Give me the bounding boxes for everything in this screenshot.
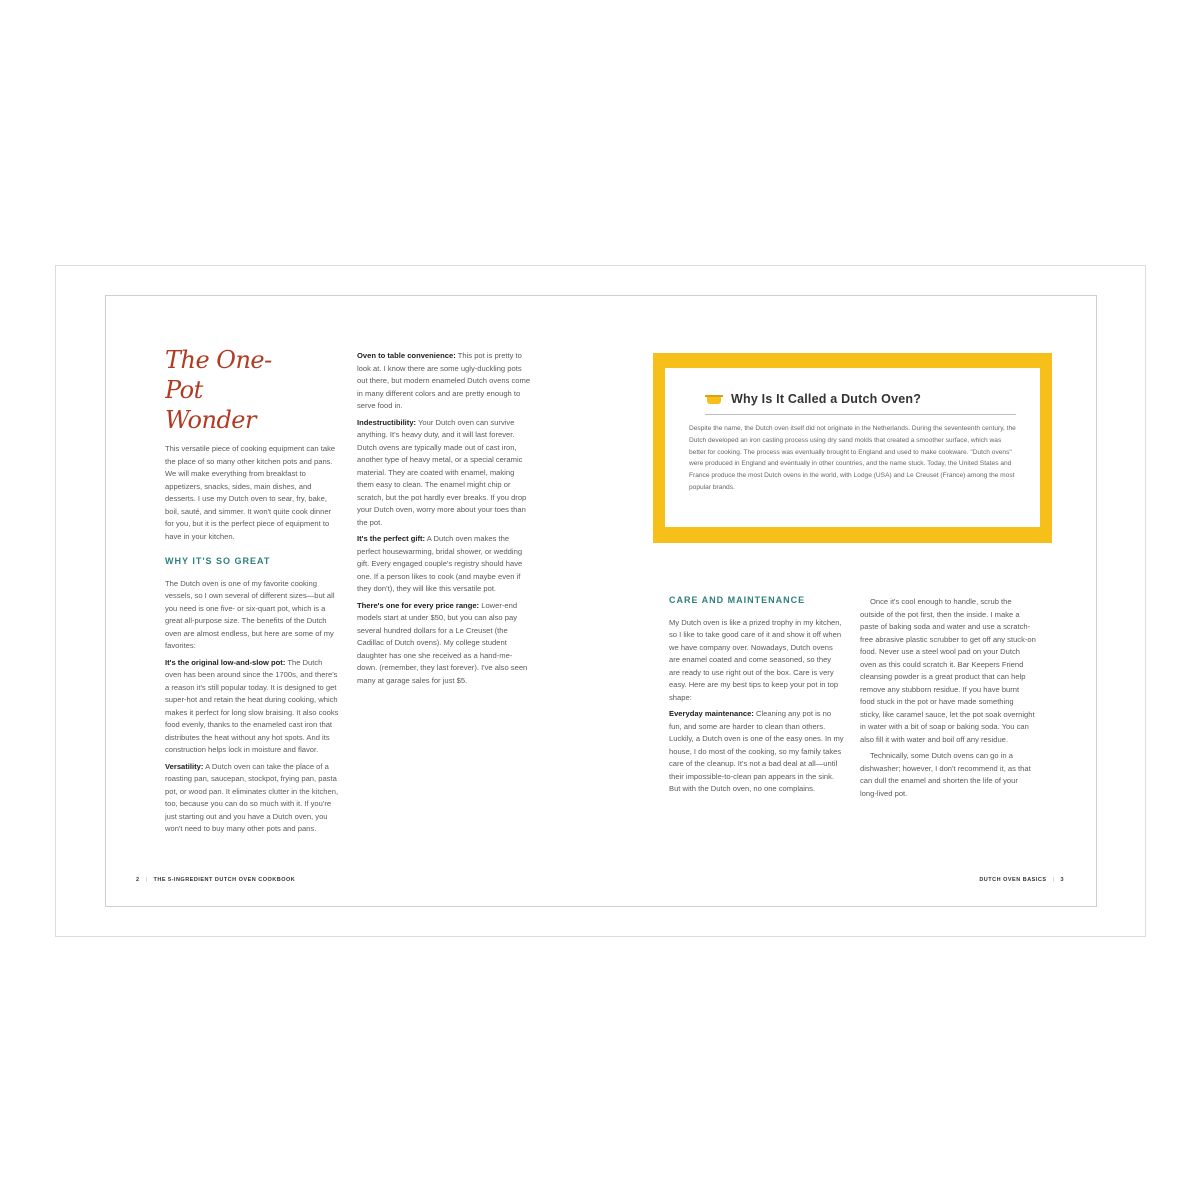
sidebar-inner — [665, 368, 1040, 527]
item-text: A Dutch oven makes the perfect housewarming, bridal shower, or wedding gift. Every engaged couple's registry should have one. If a person likes to cook (and maybe even if they don't), they will like this versatile pot. — [357, 534, 523, 593]
sidebar-title: Why Is It Called a Dutch Oven? — [731, 392, 922, 406]
item-text: Your Dutch oven can survive anything. It's heavy duty, and it will last forever. Dutch ovens are typically made out of cast iron, another type of heavy metal, or a special ceramic material. They are coated with enamel, making them easy to clean. The enamel might chip or scratch, but the pot hardly ever breaks. If you drop your Dutch oven, worry more about your toes than the pot. — [357, 417, 527, 527]
section-heading-care: CARE AND MAINTENANCE — [669, 595, 806, 605]
list-item — [357, 350, 532, 413]
care-intro-paragraph: My Dutch oven is like a prized trophy in my kitchen, so I like to take good care of it and show it off when we have company over. Nowadays, Dutch ovens are enamel coated and come seasoned, so they are ready to use right out of the box. Care is very easy. Here are my best tips to keep your pot in top shape: — [669, 617, 842, 702]
item-label: Indestructibility: — [357, 417, 417, 427]
item-text: Lower-end models start at under $50, but you can also pay several hundred dollars for a Le Creuset (the Cadillac of Dutch ovens). My college student daughter has one she received as a hand-me-down. (remember, they last forever). I've also seen many at garage sales for just $5. — [357, 600, 528, 685]
list-item — [165, 761, 340, 836]
left-page-column-2 — [357, 350, 532, 840]
paragraph: Technically, some Dutch ovens can go in a dishwasher; however, I don't recommend it, as that can dull the enamel and shorten the life of your long-lived pot. — [860, 751, 1031, 798]
right-page-column-1 — [669, 594, 844, 844]
list-item — [165, 657, 340, 757]
chapter-title: The One-Pot Wonder — [165, 346, 272, 434]
intro-paragraph: This versatile piece of cooking equipment can take the place of so many other kitchen pots and pans. We will make everything from breakfast to appetizers, snacks, sides, main dishes, and desserts. I use my Dutch oven to sear, fry, bake, boil, sauté, and simmer. It won't quite cook dinner for you, but it is the perfect piece of equipment to have in your kitchen. — [165, 444, 336, 541]
right-page-column-2 — [860, 596, 1036, 844]
item-label: Versatility: — [165, 761, 204, 771]
paragraph: Once it's cool enough to handle, scrub the outside of the pot first, then the inside. I make a paste of baking soda and water and use a scratch-free abrasive plastic scrubber to get off any stuck-on food. Never use a steel wool pad on your Dutch oven as this could scratch it. Bar Keepers Friend cleansing powder is a great product that can help remove any stubborn residue. If you have burnt food stuck in the pot or have made something sticky, like caramel sauce, let the pot soak overnight in water with a bit of soap or baking soda. You can also fill it with water and boil off any residue. — [860, 597, 1036, 744]
item-text: Cleaning any pot is no fun, and some are harder to clean than others. Luckily, a Dutch oven is one of the easy ones. In my house, I do most of the cooking, so my family takes care of the cleanup. It's not a bad deal at all—until their impossible-to-clean pan appears in the sink. But with the Dutch oven, no one complains. — [669, 709, 844, 793]
item-text: A Dutch oven can take the place of a roasting pan, saucepan, stockpot, frying pan, pasta pot, or wood pan. It eliminates clutter in the kitchen, too, because you can do so much with it. If you're just starting out and you have a Dutch oven, you won't need to buy many other pots and pans. — [165, 761, 339, 833]
left-page-number: 2 — [136, 877, 140, 883]
list-item — [357, 600, 532, 688]
list-item — [357, 533, 532, 596]
section-heading-why-great: WHY IT'S SO GREAT — [165, 556, 271, 566]
section-intro-paragraph: The Dutch oven is one of my favorite cooking vessels, so I own several of different sizes—but all you need is one five- or six-quart pot, which is a great all-purpose size. The benefits of the Dutch oven are almost endless, but here are some of my favorites: — [165, 578, 335, 650]
left-footer: 2 | THE 5-INGREDIENT DUTCH OVEN COOKBOOK — [136, 877, 296, 883]
right-footer: DUTCH OVEN BASICS | 3 — [979, 877, 1064, 883]
dutch-oven-icon — [705, 395, 723, 404]
list-item — [669, 708, 844, 796]
item-label: It's the original low-and-slow pot: — [165, 657, 286, 667]
right-page-number: 3 — [1060, 877, 1064, 883]
sidebar-text: Despite the name, the Dutch oven itself did not originate in the Netherlands. During the seventeenth century, the Dutch developed an iron casting process using dry sand molds that created a smoother surface, which was better for cooking. The process was eventually brought to England and used to make cookware. "Dutch ovens" were produced in England and eventually in other countries, and the name stuck. Today, the United States and France produce the most Dutch ovens in the world, with Lodge (USA) and Le Creuset (France) among the most popular brands. — [689, 425, 1016, 491]
list-item — [357, 417, 532, 530]
section-name: DUTCH OVEN BASICS — [979, 877, 1047, 883]
item-text: This pot is pretty to look at. I know there are some ugly-duckling pots out there, but modern enameled Dutch ovens come in many different colors and are pretty enough to serve food in. — [357, 351, 531, 410]
item-label: It's the perfect gift: — [357, 534, 426, 543]
item-label: There's one for every price range: — [357, 600, 480, 610]
book-title: THE 5-INGREDIENT DUTCH OVEN COOKBOOK — [153, 877, 296, 883]
item-label: Oven to table convenience: — [357, 351, 456, 360]
left-page-column-1 — [165, 345, 340, 840]
item-label: Everyday maintenance: — [669, 709, 754, 718]
sidebar-title-row — [705, 392, 1016, 415]
sidebar-box — [653, 353, 1052, 543]
item-text: The Dutch oven has been around since the 1700s, and there's a reason it's still popular today. It is designed to get super-hot and retain the heat during cooking, which makes it perfect for long slow braising. It also cooks food evenly, thanks to the enameled cast iron that distributes the heat without any hot spots. And its construction helps lock in moisture and flavor. — [165, 657, 339, 754]
